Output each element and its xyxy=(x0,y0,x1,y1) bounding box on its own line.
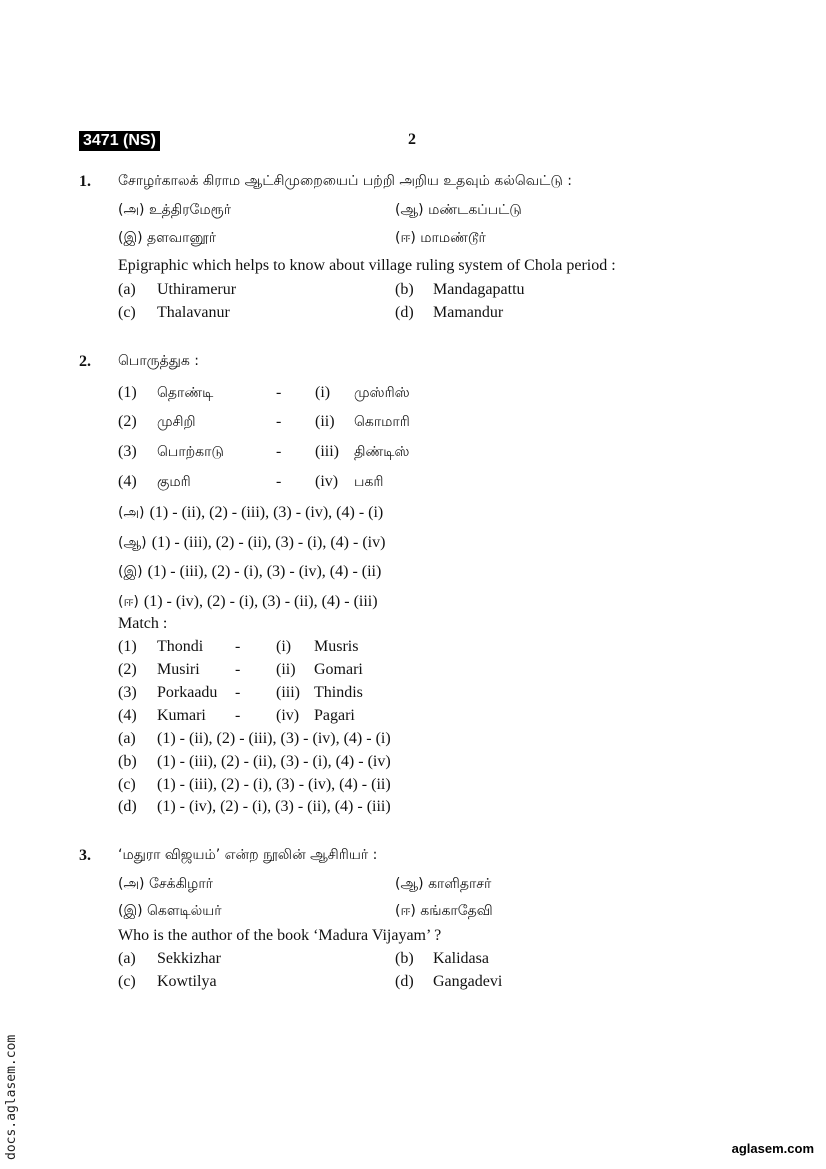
q2-english-option: (c) (1) - (iii), (2) - (i), (3) - (iv), (4) - (ii) xyxy=(118,776,391,793)
q3-tamil-option: (இ) கௌடில்யர் xyxy=(118,903,222,919)
q2-tamil-option: (அ) (1) - (ii), (2) - (iii), (3) - (iv), (4) - (i) xyxy=(118,504,384,521)
q3-tamil-option: (ஈ) கங்காதேவி xyxy=(395,903,493,919)
q2-tamil-question: பொருத்துக : xyxy=(118,353,199,369)
q1-tamil-option: (அ) உத்திரமேரூர் xyxy=(118,202,232,218)
page-number: 2 xyxy=(408,131,416,148)
q1-english-option: (c) Thalavanur xyxy=(118,304,230,321)
q1-english-option: (a) Uthiramerur xyxy=(118,281,237,298)
q3-english-option: (c) Kowtilya xyxy=(118,973,217,990)
q2-tamil-option: (ஈ) (1) - (iv), (2) - (i), (3) - (ii), (4) - (iii) xyxy=(118,593,378,610)
footer-brand[interactable]: aglasem.com xyxy=(731,1141,814,1156)
q3-tamil-question: ‘மதுரா விஜயம்’ என்ற நூலின் ஆசிரியர் : xyxy=(118,847,378,863)
q2-tamil-option: (ஆ) (1) - (iii), (2) - (ii), (3) - (i), (4) - (iv) xyxy=(118,534,386,551)
q1-english-question: Epigraphic which helps to know about village ruling system of Chola period : xyxy=(118,257,616,274)
q1-tamil-option: (ஈ) மாமண்டூர் xyxy=(395,230,486,246)
q1-number: 1. xyxy=(79,173,91,190)
q1-tamil-option: (இ) தளவானூர் xyxy=(118,230,217,246)
q2-number: 2. xyxy=(79,353,91,370)
q1-tamil-option: (ஆ) மண்டகப்பட்டு xyxy=(395,202,522,218)
q3-english-option: (a) Sekkizhar xyxy=(118,950,221,967)
q2-english-question: Match : xyxy=(118,615,168,632)
q3-english-question: Who is the author of the book ‘Madura Vijayam’ ? xyxy=(118,927,442,944)
q3-tamil-option: (ஆ) காளிதாசர் xyxy=(395,876,492,892)
paper-code-badge: 3471 (NS) xyxy=(79,131,160,151)
q2-english-option: (d) (1) - (iv), (2) - (i), (3) - (ii), (4) - (iii) xyxy=(118,798,391,815)
q2-english-option: (b) (1) - (iii), (2) - (ii), (3) - (i), (4) - (iv) xyxy=(118,753,391,770)
q3-tamil-option: (அ) சேக்கிழார் xyxy=(118,876,213,892)
q2-tamil-option: (இ) (1) - (iii), (2) - (i), (3) - (iv), (4) - (ii) xyxy=(118,563,382,580)
q1-english-option: (d) Mamandur xyxy=(395,304,504,321)
side-watermark: docs.aglasem.com xyxy=(4,1034,19,1160)
q3-number: 3. xyxy=(79,847,91,864)
q3-english-option: (b) Kalidasa xyxy=(395,950,489,967)
q1-english-option: (b) Mandagapattu xyxy=(395,281,525,298)
q1-tamil-question: சோழர்காலக் கிராம ஆட்சிமுறையைப் பற்றி அறிய உதவும் கல்வெட்டு : xyxy=(118,173,572,189)
q3-english-option: (d) Gangadevi xyxy=(395,973,503,990)
q2-english-option: (a) (1) - (ii), (2) - (iii), (3) - (iv), (4) - (i) xyxy=(118,730,391,747)
